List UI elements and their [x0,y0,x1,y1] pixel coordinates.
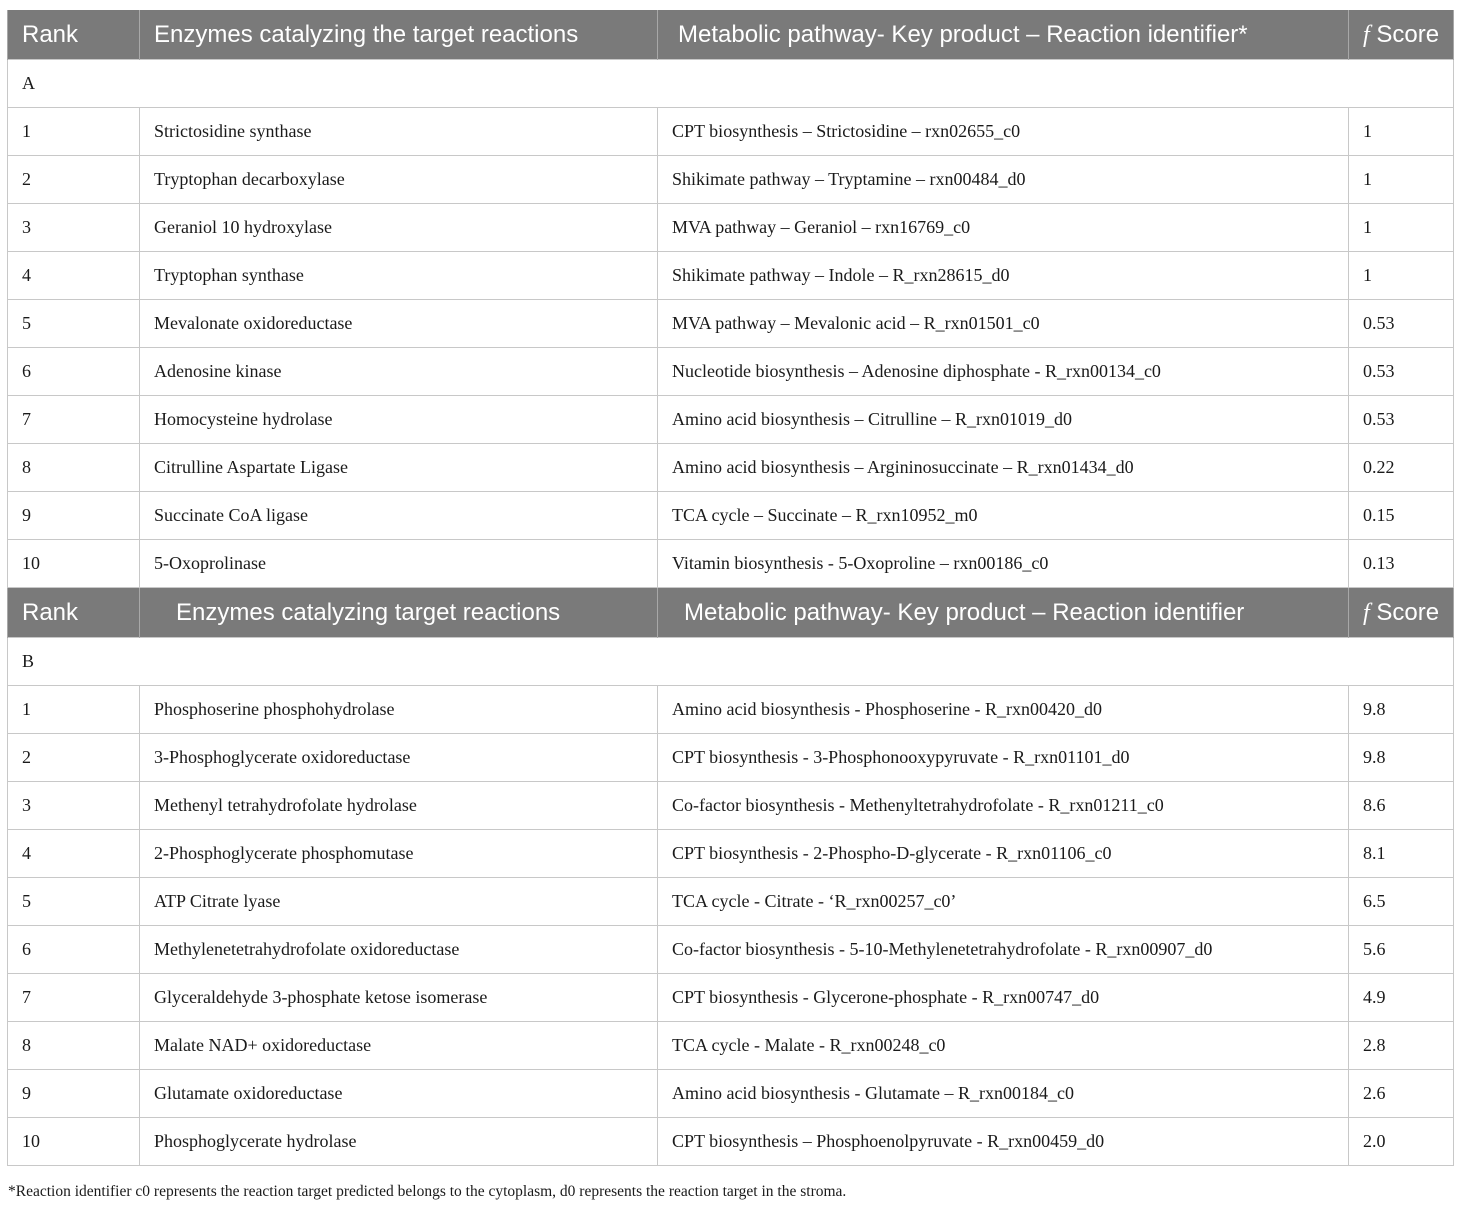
score-cell: 2.6 [1349,1070,1454,1118]
score-cell: 8.1 [1349,830,1454,878]
pathway-cell: Shikimate pathway – Indole – R_rxn28615_d0 [658,252,1349,300]
score-cell: 5.6 [1349,926,1454,974]
header-score [1349,588,1454,638]
enzyme-cell: Succinate CoA ligase [140,492,658,540]
score-cell: 1 [1349,156,1454,204]
pathway-cell: Nucleotide biosynthesis – Adenosine diphosphate - R_rxn00134_c0 [658,348,1349,396]
pathway-cell: Amino acid biosynthesis – Argininosuccinate – R_rxn01434_d0 [658,444,1349,492]
score-cell: 0.22 [1349,444,1454,492]
enzyme-cell: Malate NAD+ oxidoreductase [140,1022,658,1070]
header-score-suffix: Score [1369,20,1440,48]
table-row [8,444,1454,492]
enzyme-cell: Glyceraldehyde 3-phosphate ketose isomerase [140,974,658,1022]
table-row [8,878,1454,926]
enzyme-cell: Adenosine kinase [140,348,658,396]
results-table [7,10,1454,1166]
rank-cell: 7 [8,396,140,444]
rank-cell: 2 [8,734,140,782]
rank-cell: 3 [8,204,140,252]
header-score-suffix: Score [1369,598,1440,626]
score-cell: 0.53 [1349,348,1454,396]
enzyme-cell: Methenyl tetrahydrofolate hydrolase [140,782,658,830]
header-score [1349,10,1454,60]
table-row [8,204,1454,252]
pathway-cell: CPT biosynthesis - 3-Phosphonooxypyruvate - R_rxn01101_d0 [658,734,1349,782]
table-row [8,492,1454,540]
score-cell: 0.53 [1349,396,1454,444]
enzyme-cell: Phosphoglycerate hydrolase [140,1118,658,1166]
rank-cell: 2 [8,156,140,204]
rank-cell: 1 [8,686,140,734]
score-cell: 0.13 [1349,540,1454,588]
pathway-cell: CPT biosynthesis – Strictosidine – rxn02655_c0 [658,108,1349,156]
score-cell: 0.53 [1349,300,1454,348]
pathway-cell: CPT biosynthesis - Glycerone-phosphate - R_rxn00747_d0 [658,974,1349,1022]
pathway-cell: Amino acid biosynthesis – Citrulline – R_rxn01019_d0 [658,396,1349,444]
pathway-cell: Vitamin biosynthesis - 5-Oxoproline – rxn00186_c0 [658,540,1349,588]
pathway-cell: TCA cycle - Malate - R_rxn00248_c0 [658,1022,1349,1070]
score-cell: 1 [1349,252,1454,300]
rank-cell: 5 [8,878,140,926]
score-cell: 1 [1349,204,1454,252]
table-row [8,782,1454,830]
table-row [8,348,1454,396]
pathway-cell: Amino acid biosynthesis - Glutamate – R_rxn00184_c0 [658,1070,1349,1118]
table-row [8,108,1454,156]
pathway-cell: Shikimate pathway – Tryptamine – rxn00484_d0 [658,156,1349,204]
rank-cell: 8 [8,444,140,492]
score-cell: 2.8 [1349,1022,1454,1070]
pathway-cell: Co-factor biosynthesis - 5-10-Methylenetetrahydrofolate - R_rxn00907_d0 [658,926,1349,974]
header-pathway: Metabolic pathway- Key product – Reaction identifier* [658,10,1349,60]
table-row [8,734,1454,782]
score-cell: 6.5 [1349,878,1454,926]
pathway-cell: CPT biosynthesis – Phosphoenolpyruvate - R_rxn00459_d0 [658,1118,1349,1166]
score-cell: 2.0 [1349,1118,1454,1166]
enzyme-cell: Strictosidine synthase [140,108,658,156]
score-cell: 8.6 [1349,782,1454,830]
rank-cell: 8 [8,1022,140,1070]
enzyme-cell: Phosphoserine phosphohydrolase [140,686,658,734]
table-row [8,1022,1454,1070]
rank-cell: 7 [8,974,140,1022]
enzyme-cell: 3-Phosphoglycerate oxidoreductase [140,734,658,782]
table-row [8,686,1454,734]
pathway-cell: CPT biosynthesis - 2-Phospho-D-glycerate - R_rxn01106_c0 [658,830,1349,878]
score-cell: 9.8 [1349,686,1454,734]
enzyme-cell: Geraniol 10 hydroxylase [140,204,658,252]
score-cell: 0.15 [1349,492,1454,540]
rank-cell: 4 [8,830,140,878]
table-row [8,300,1454,348]
enzyme-cell: Homocysteine hydrolase [140,396,658,444]
header-enzymes: Enzymes catalyzing the target reactions [140,10,658,60]
table-b-header-row [8,588,1454,638]
table-row [8,974,1454,1022]
section-label: A [8,60,1454,108]
header-pathway: Metabolic pathway- Key product – Reaction identifier [658,588,1349,638]
pathway-cell: TCA cycle – Succinate – R_rxn10952_m0 [658,492,1349,540]
rank-cell: 9 [8,492,140,540]
enzyme-cell: Tryptophan synthase [140,252,658,300]
rank-cell: 6 [8,348,140,396]
header-rank: Rank [8,10,140,60]
rank-cell: 4 [8,252,140,300]
table-row [8,926,1454,974]
score-cell: 4.9 [1349,974,1454,1022]
pathway-cell: MVA pathway – Geraniol – rxn16769_c0 [658,204,1349,252]
rank-cell: 1 [8,108,140,156]
rank-cell: 6 [8,926,140,974]
enzyme-cell: Tryptophan decarboxylase [140,156,658,204]
enzyme-cell: ATP Citrate lyase [140,878,658,926]
rank-cell: 10 [8,1118,140,1166]
table-row [8,156,1454,204]
enzyme-cell: Methylenetetrahydrofolate oxidoreductase [140,926,658,974]
header-enzymes: Enzymes catalyzing target reactions [140,588,658,638]
header-rank: Rank [8,588,140,638]
enzyme-cell: Citrulline Aspartate Ligase [140,444,658,492]
section-row-b [8,638,1454,686]
section-row-a [8,60,1454,108]
header-score-prefix: f [1363,21,1370,48]
rank-cell: 5 [8,300,140,348]
table-row [8,830,1454,878]
pathway-cell: MVA pathway – Mevalonic acid – R_rxn01501_c0 [658,300,1349,348]
pathway-cell: Co-factor biosynthesis - Methenyltetrahydrofolate - R_rxn01211_c0 [658,782,1349,830]
enzyme-cell: 5-Oxoprolinase [140,540,658,588]
enzyme-cell: Mevalonate oxidoreductase [140,300,658,348]
score-cell: 9.8 [1349,734,1454,782]
header-score-prefix: f [1363,599,1370,626]
score-cell: 1 [1349,108,1454,156]
table-row [8,1118,1454,1166]
pathway-cell: TCA cycle - Citrate - ‘R_rxn00257_c0’ [658,878,1349,926]
table-a-header-row [8,10,1454,60]
footnote: *Reaction identifier c0 represents the reaction target predicted belongs to the cytoplasm, d0 represents the reaction target in the stroma. [8,1183,847,1200]
table-row [8,1070,1454,1118]
rank-cell: 10 [8,540,140,588]
table-row [8,252,1454,300]
table-row [8,396,1454,444]
table-row [8,540,1454,588]
pathway-cell: Amino acid biosynthesis - Phosphoserine - R_rxn00420_d0 [658,686,1349,734]
rank-cell: 9 [8,1070,140,1118]
enzyme-cell: Glutamate oxidoreductase [140,1070,658,1118]
enzyme-cell: 2-Phosphoglycerate phosphomutase [140,830,658,878]
rank-cell: 3 [8,782,140,830]
section-label: B [8,638,1454,686]
